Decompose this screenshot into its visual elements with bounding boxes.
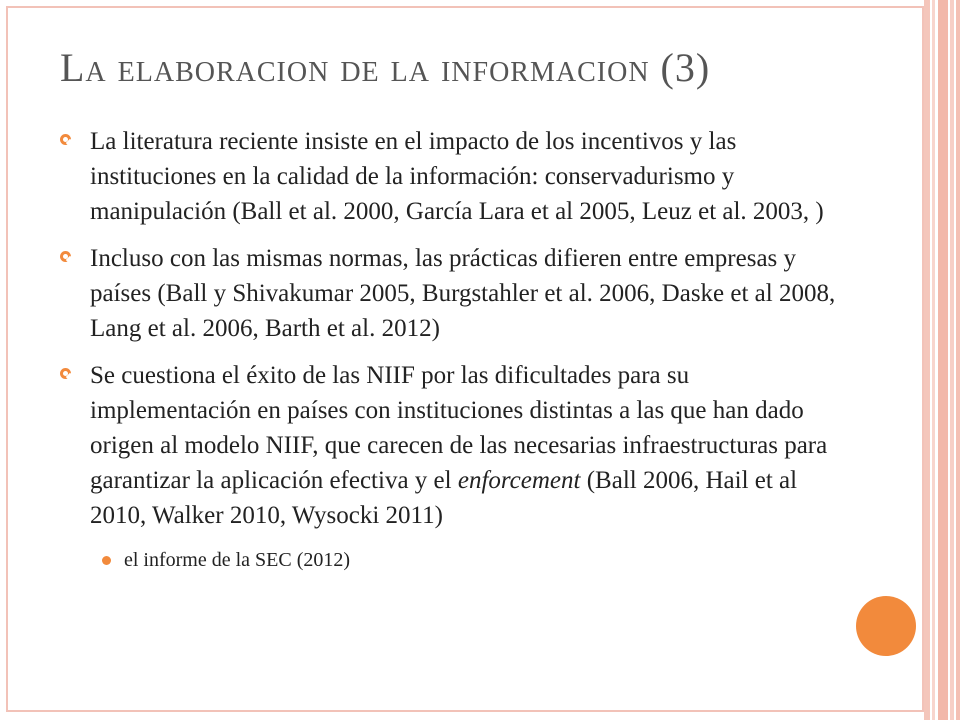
decorative-stripe bbox=[950, 0, 954, 720]
bullet-icon bbox=[60, 134, 71, 145]
slide-title: La elaboracion de la informacion (3) bbox=[60, 45, 711, 90]
decorative-stripe bbox=[956, 0, 960, 720]
decorative-stripe bbox=[932, 0, 935, 720]
slide-content bbox=[60, 124, 850, 575]
bullet-icon bbox=[60, 251, 71, 262]
decorative-stripe bbox=[938, 0, 948, 720]
bullet-text: La literatura reciente insiste en el impacto de los incentivos y las instituciones en la calidad de la información: conservadurismo y manipulación (Ball et al. 2000, García Lara et al 2005, Leuz et al. 2003, ) bbox=[90, 128, 824, 225]
bullet-text-before: Se cuestiona el éxito de las NIIF por las dificultades para su implementación en países con instituciones distintas a las que han dado origen al modelo NIIF, que carecen de las necesarias infraestructuras para garantizar la aplicación efectiva y el bbox=[90, 362, 828, 494]
bullet-text-after: (Ball 2006, Hail et al 2010, Walker 2010, Wysocki 2011) bbox=[90, 467, 798, 529]
bullet-item bbox=[60, 358, 850, 533]
decorative-circle bbox=[856, 596, 916, 656]
bullet-item bbox=[60, 241, 850, 346]
bullet-text-italic: enforcement bbox=[457, 467, 581, 494]
bullet-item bbox=[60, 124, 850, 229]
sub-bullet-text: el informe de la SEC (2012) bbox=[124, 549, 351, 571]
sub-bullet-item bbox=[60, 545, 850, 575]
sub-bullet-icon bbox=[102, 556, 111, 565]
decorative-stripe bbox=[924, 0, 930, 720]
bullet-icon bbox=[60, 368, 71, 379]
bullet-text: Incluso con las mismas normas, las prácticas difieren entre empresas y países (Ball y Shivakumar 2005, Burgstahler et al. 2006, Daske et al 2008, Lang et al. 2006, Barth et al. 2012) bbox=[90, 245, 836, 342]
